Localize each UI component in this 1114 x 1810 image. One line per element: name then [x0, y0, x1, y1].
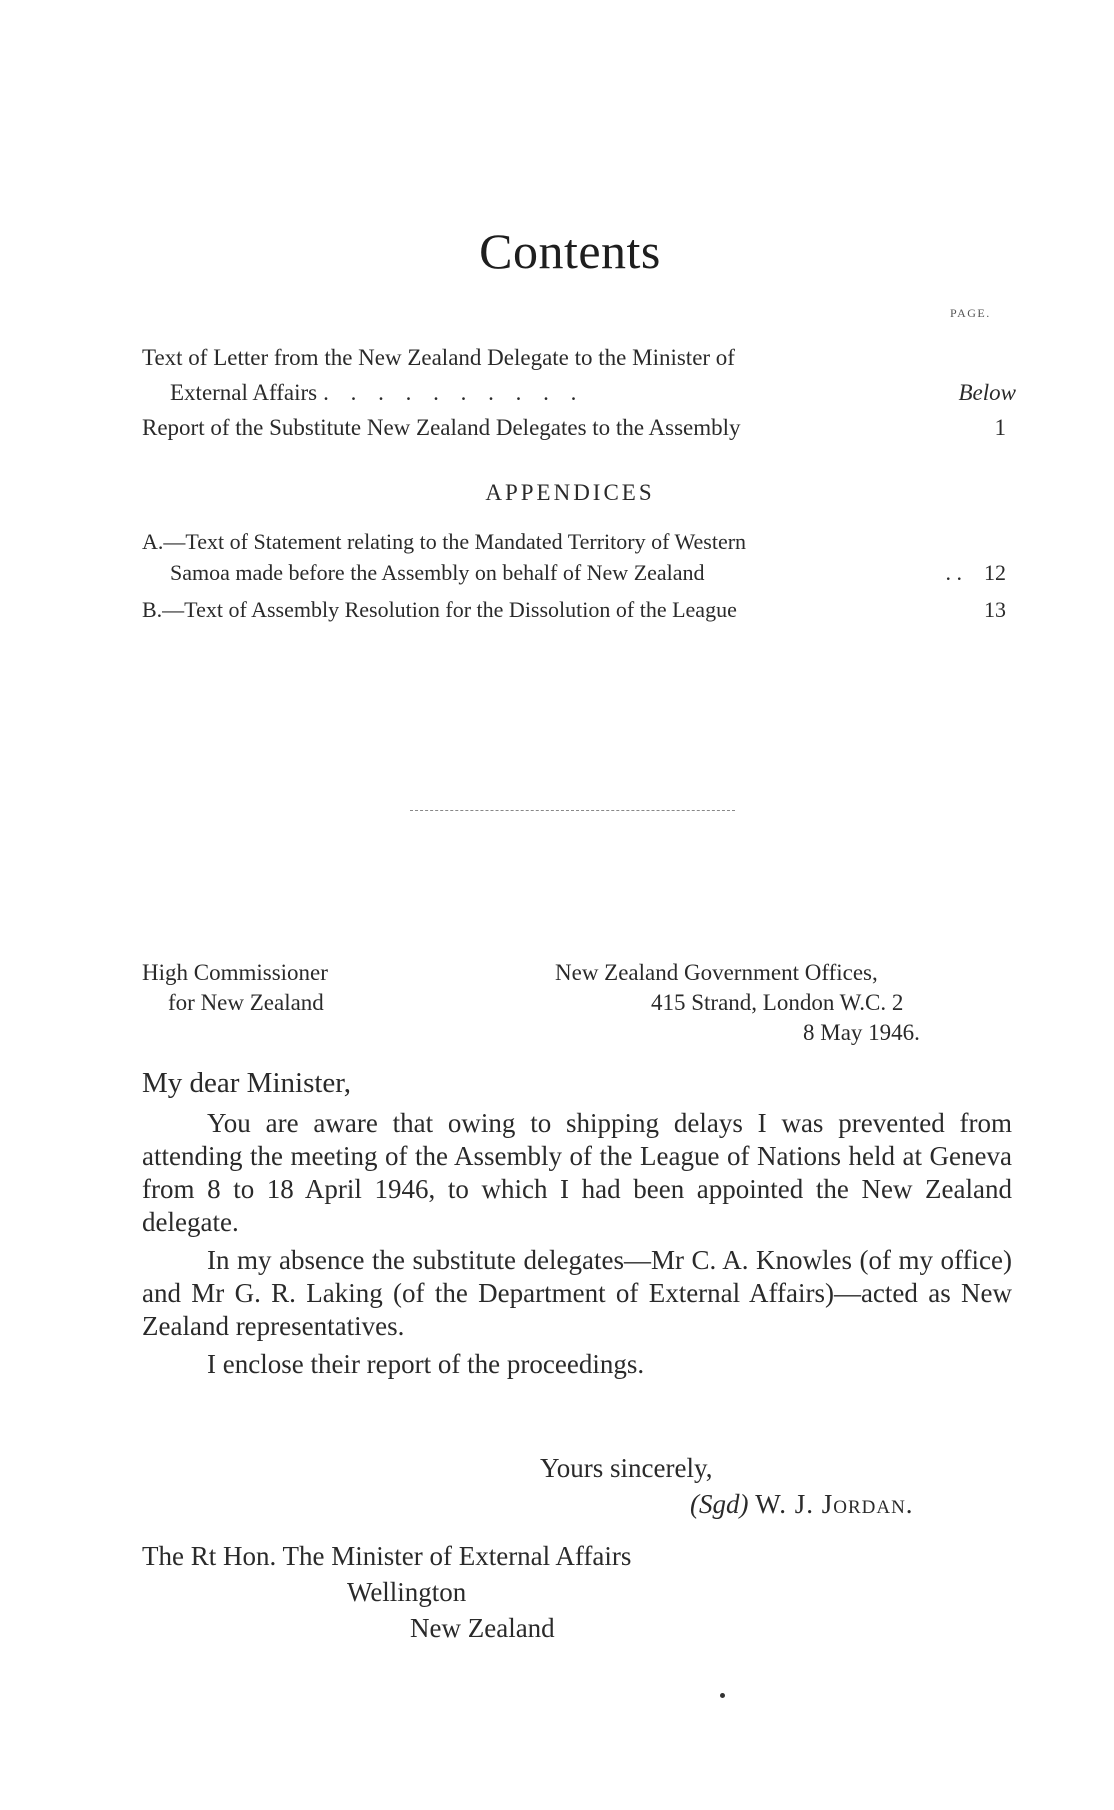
- recipient-line: Wellington: [347, 1577, 467, 1607]
- appendix-entry-a: [142, 526, 1012, 588]
- toc-entry-text: Report of the Substitute New Zealand Delegates to the Assembly: [142, 415, 741, 440]
- toc-entry-text: Text of Letter from the New Zealand Delegate to the Minister of: [142, 345, 735, 370]
- toc-leader-dots: . . . . . . . . . .: [323, 380, 585, 405]
- sender-line: for New Zealand: [168, 990, 324, 1015]
- toc-entry-text-continued: External Affairs: [170, 380, 318, 405]
- signature-name: W. J. Jordan.: [755, 1489, 914, 1519]
- appendix-page-number: [946, 557, 1007, 588]
- table-of-contents: [142, 340, 1016, 445]
- toc-entry-report: [142, 410, 1012, 445]
- recipient-line: New Zealand: [410, 1613, 555, 1643]
- page-column-label: PAGE.: [950, 306, 991, 320]
- appendix-entry-text: A.—Text of Statement relating to the Mandated Territory of Western: [142, 529, 747, 554]
- letter-signature: [540, 1486, 914, 1522]
- letter-paragraph: You are aware that owing to shipping delays I was prevented from attending the meeting of the Assembly of the League of Nations held at Geneva from 8 to 18 April 1946, to which I had been appointed the New Zealand delegate.: [142, 1108, 1012, 1237]
- sender-line: High Commissioner: [142, 960, 328, 985]
- recipient-line: The Rt Hon. The Minister of External Affairs: [142, 1541, 632, 1571]
- page-title: Contents: [479, 223, 661, 279]
- toc-entry-letter: [142, 340, 1016, 410]
- toc-page-number: 1: [994, 415, 1006, 440]
- letter-body: [142, 1107, 1012, 1386]
- address-line: 415 Strand, London W.C. 2: [651, 990, 904, 1015]
- section-divider: [410, 810, 735, 811]
- appendix-page-value: 12: [984, 560, 1006, 585]
- toc-page-number: Below: [958, 380, 1016, 405]
- appendix-entry-b: [142, 594, 1012, 625]
- letter-paragraph: I enclose their report of the proceedings.: [207, 1349, 645, 1379]
- address-line: New Zealand Government Offices,: [555, 960, 878, 985]
- appendices-list: [142, 526, 1012, 631]
- appendix-entry-text-continued: Samoa made before the Assembly on behalf of New Zealand: [170, 560, 705, 585]
- signature-prefix: (Sgd): [690, 1489, 749, 1519]
- appendix-page-number: 13: [984, 597, 1006, 622]
- letter-date: 8 May 1946.: [803, 1020, 920, 1045]
- letter-sender: [142, 958, 328, 1018]
- ink-dot-mark: [720, 1693, 725, 1698]
- letter-salutation: My dear Minister,: [142, 1067, 352, 1099]
- letter-address: [555, 958, 920, 1048]
- letter-recipient: [142, 1538, 631, 1646]
- letter-closing: [540, 1450, 914, 1522]
- appendix-leader-dots: . .: [945, 560, 962, 585]
- appendix-entry-text: B.—Text of Assembly Resolution for the Dissolution of the League: [142, 597, 737, 622]
- letter-paragraph: In my absence the substitute delegates—Mr C. A. Knowles (of my office) and Mr G. R. Laking (of the Department of External Affairs)—acted as New Zealand representatives.: [142, 1245, 1012, 1341]
- closing-phrase: Yours sincerely,: [540, 1453, 713, 1483]
- appendices-heading: APPENDICES: [485, 480, 655, 505]
